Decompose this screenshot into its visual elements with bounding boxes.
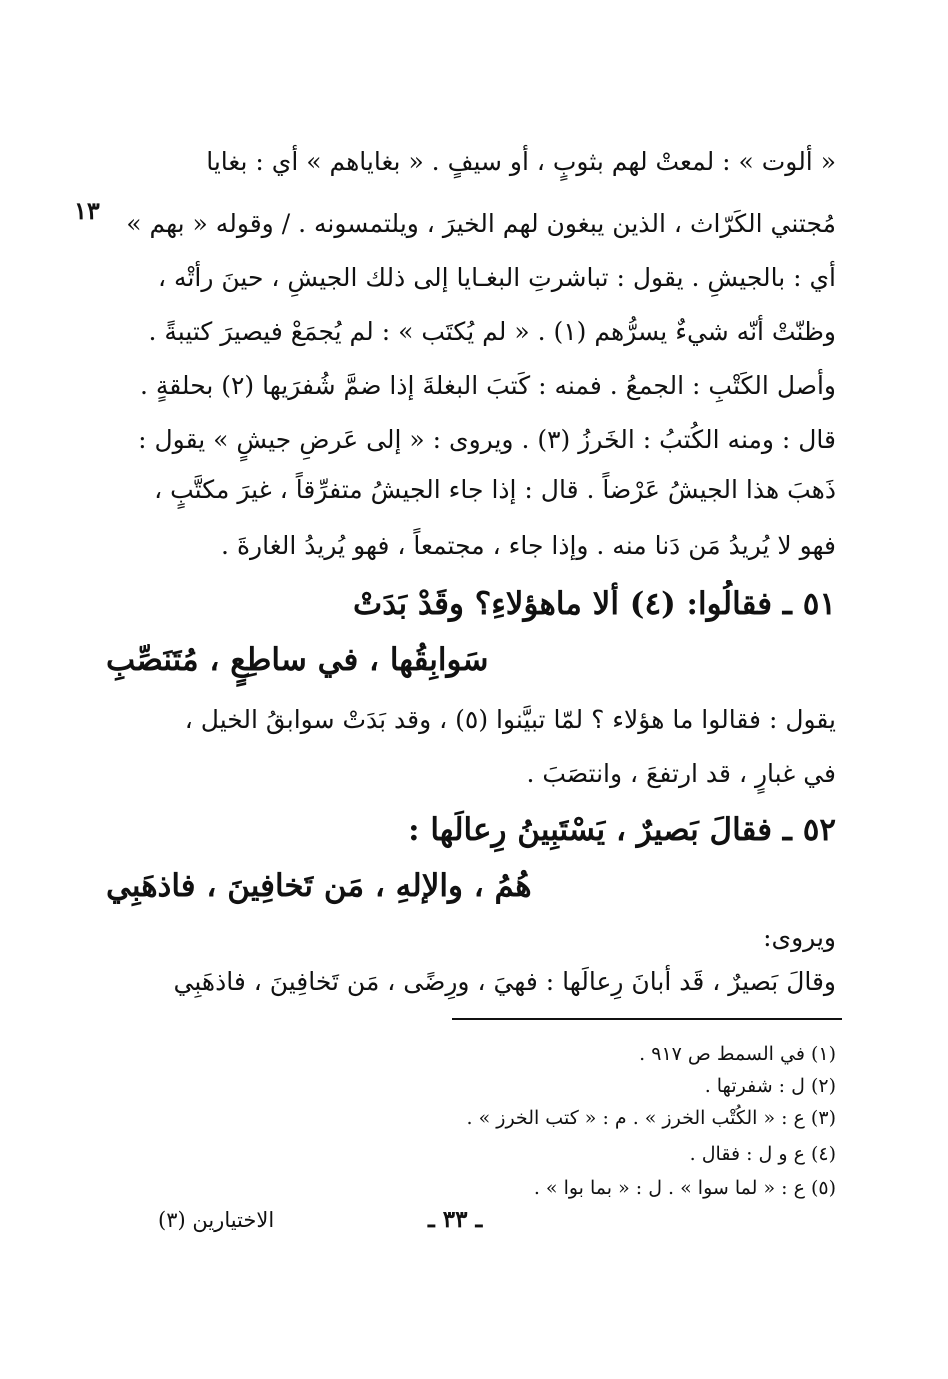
- footnote-divider: [452, 1018, 842, 1020]
- commentary-line: ذَهبَ هذا الجيشُ عَرْضاً . قال : إذا جاء الجيشُ متفرِّقاً ، غيرَ مكتَّبٍ ،: [154, 475, 836, 504]
- commentary-line: يقول : فقالوا ما هؤلاء ؟ لمّا تبيَّنوا (٥) ، وقد بَدَتْ سوابقُ الخيل ،: [184, 705, 836, 734]
- margin-page-reference: ١٣: [74, 196, 100, 225]
- footnote: (٥) ع : « لما سوا » . ل : « بما بوا » .: [533, 1177, 836, 1199]
- variant-text: وقالَ بَصيرٌ ، قَد أبانَ رِعالَها : فهيَ ، ورِضًى ، مَن تَخافِينَ ، فاذهَبِي: [173, 967, 836, 996]
- commentary-line: مُجتني الكَرّاث ، الذين يبغون لهم الخيرَ ، ويلتمسونه . / وقوله « بهم »: [126, 209, 836, 238]
- commentary-line: قال : ومنه الكُتبُ : الخَرزُ (٣) . ويروى : « إلى عَرضِ جيشٍ » يقول :: [138, 425, 836, 454]
- commentary-line: أي : بالجيشِ . يقول : تباشرتِ البغـايا إلى ذلك الجيشِ ، حينَ رأتْه ،: [158, 263, 836, 292]
- commentary-line: وظنّتْ أنّه شيءٌ يسرُّهم (١) . « لم يُكتَب » : لم يُجمَعْ فيصيرَ كتيبةً .: [148, 317, 836, 346]
- verse-52-first-hemistich: ٥٢ ـ فقالَ بَصيرٌ ، يَسْتَبِينُ رِعالَها :: [408, 812, 836, 848]
- variant-label: ويروى:: [763, 923, 836, 952]
- footnote: (٢) ل : شفرتها .: [704, 1075, 836, 1097]
- footnote: (٤) ع و ل : فقال .: [689, 1143, 836, 1165]
- page-number: ـ ٣٣ ـ: [428, 1206, 483, 1233]
- commentary-line: وأصل الكَتْبِ : الجمعُ . فمنه : كَتبَ البغلةَ إذا ضمَّ شُفرَيها (٢) بحلقةٍ .: [139, 371, 836, 400]
- verse-52-second-hemistich: هُمُ ، والإلهِ ، مَن تَخافِينَ ، فاذهَبِي: [106, 868, 532, 904]
- verse-51-second-hemistich: سَوابِقُها ، في ساطِعٍ ، مُتَنَصِّبِ: [106, 642, 489, 678]
- commentary-line: « ألوت » : لمعتْ لهم بثوبٍ ، أو سيفٍ . « بغاياهم » أي : بغايا: [206, 147, 836, 176]
- verse-51-first-hemistich: ٥١ ـ فقالُوا: (٤) ألا ماهؤلاءِ؟ وقَدْ بَدَتْ: [353, 586, 836, 622]
- commentary-line: فهو لا يُريدُ مَن دَنا منه . وإذا جاء ، مجتمعاً ، فهو يُريدُ الغارةَ .: [221, 531, 836, 560]
- footnote: (١) في السمط ص ٩١٧ .: [639, 1043, 836, 1065]
- commentary-line: في غبارٍ ، قد ارتفعَ ، وانتصَبَ .: [526, 759, 836, 788]
- book-title: الاختيارين (٣): [158, 1208, 275, 1232]
- footnote: (٣) ع : « الكُتْب الخرز » . م : « كتب الخرز » .: [466, 1107, 836, 1129]
